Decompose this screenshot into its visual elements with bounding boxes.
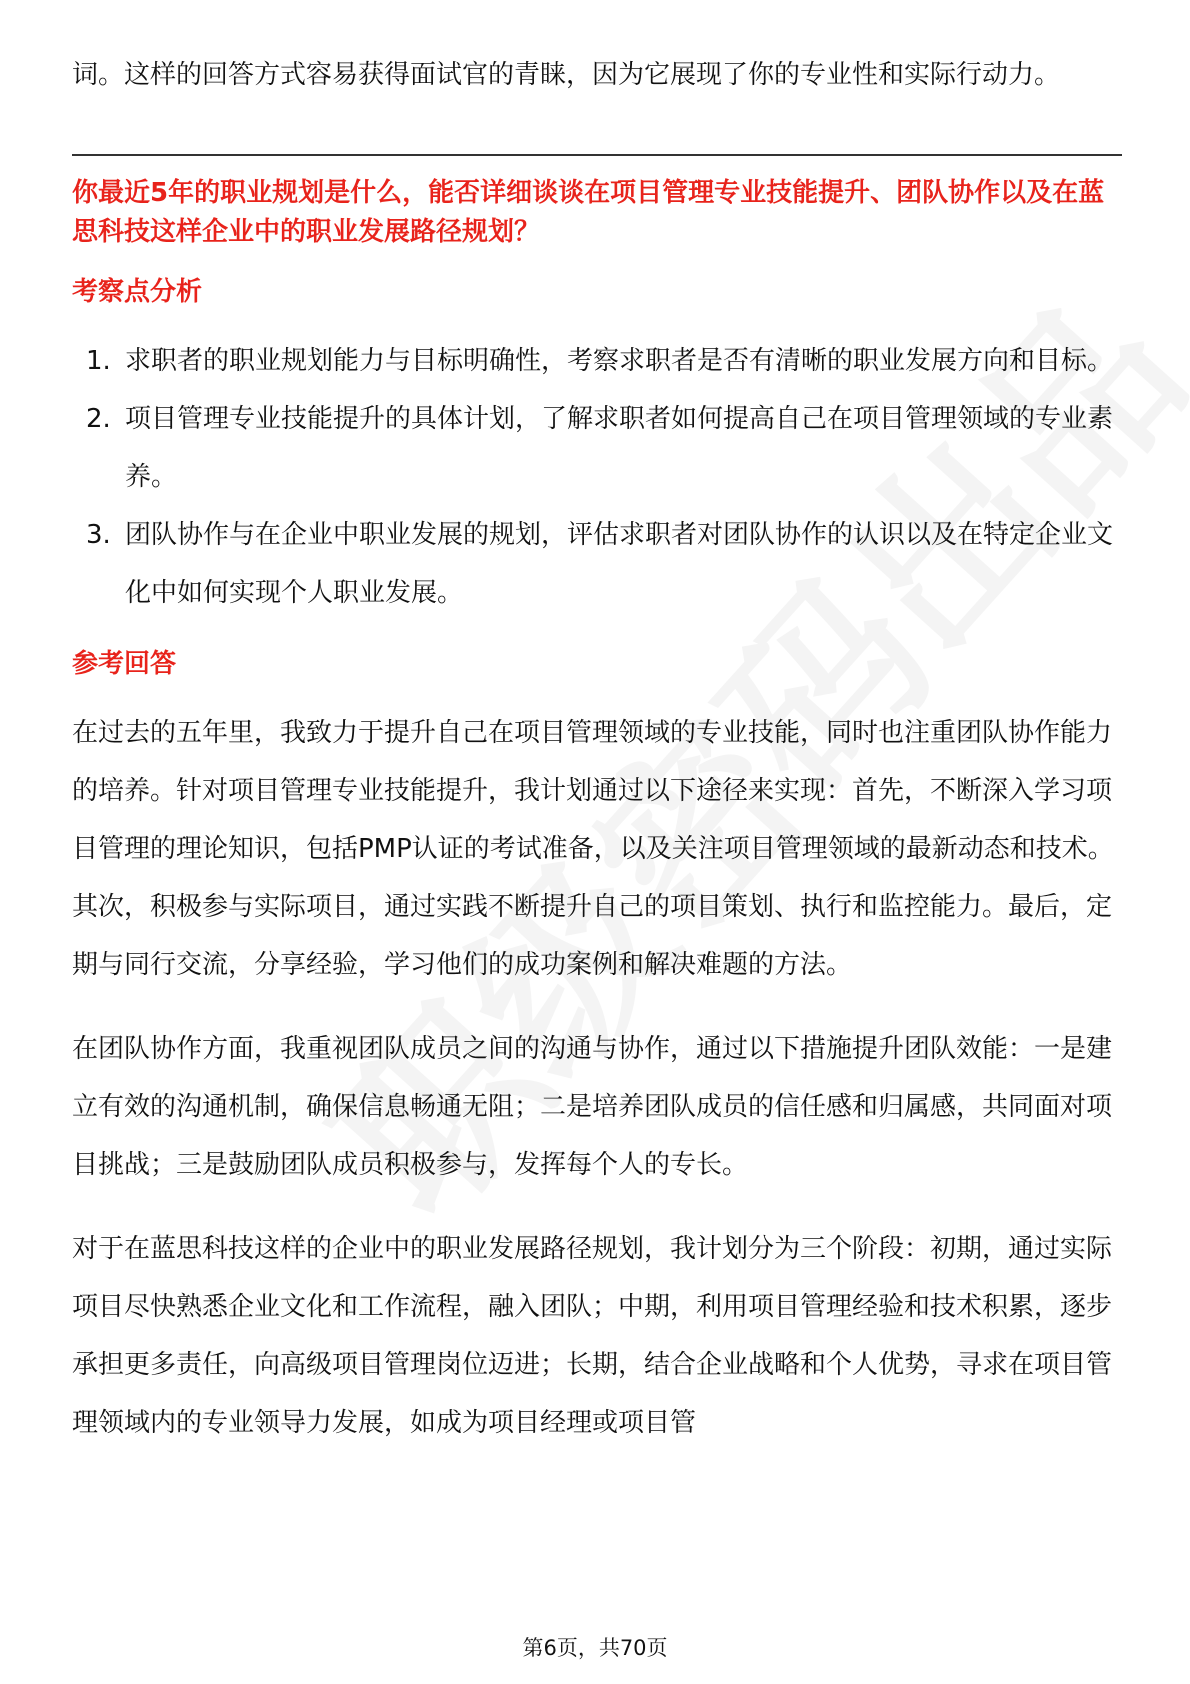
list-item xyxy=(72,332,1122,390)
list-item xyxy=(72,390,1122,506)
page-number: 第6页，共70页 xyxy=(522,1636,668,1660)
analysis-title: 考察点分析 xyxy=(72,277,203,307)
analysis-list xyxy=(72,332,1122,622)
page-content xyxy=(72,46,1122,1452)
list-item xyxy=(72,506,1122,622)
intro-paragraph: 词。这样的回答方式容易获得面试官的青睐，因为它展现了你的专业性和实际行动力。 xyxy=(72,60,1061,90)
list-text: 团队协作与在企业中职业发展的规划，评估求职者对团队协作的认识以及在特定企业文化中如何实现个人职业发展。 xyxy=(125,520,1114,608)
question-heading: 你最近5年的职业规划是什么，能否详细谈谈在项目管理专业技能提升、团队协作以及在蓝思科技这样企业中的职业发展路径规划？ xyxy=(72,178,1105,247)
answer-paragraph: 对于在蓝思科技这样的企业中的职业发展路径规划，我计划分为三个阶段：初期，通过实际项目尽快熟悉企业文化和工作流程，融入团队；中期，利用项目管理经验和技术积累，逐步承担更多责任，向高级项目管理岗位迈进；长期，结合企业战略和个人优势，寻求在项目管理领域内的专业领导力发展，如成为项目经理或项目管 xyxy=(72,1234,1113,1438)
list-text: 求职者的职业规划能力与目标明确性，考察求职者是否有清晰的职业发展方向和目标。 xyxy=(125,346,1114,376)
answer-title: 参考回答 xyxy=(72,649,177,679)
answer-paragraph: 在过去的五年里，我致力于提升自己在项目管理领域的专业技能，同时也注重团队协作能力的培养。针对项目管理专业技能提升，我计划通过以下途径来实现：首先，不断深入学习项目管理的理论知识，包括PMP认证的考试准备，以及关注项目管理领域的最新动态和技术。其次，积极参与实际项目，通过实践不断提升自己的项目策划、执行和监控能力。最后，定期与同行交流，分享经验，学习他们的成功案例和解决难题的方法。 xyxy=(72,718,1114,980)
list-number: 2. xyxy=(86,404,111,434)
list-number: 3. xyxy=(86,520,111,550)
list-number: 1. xyxy=(86,346,111,376)
section-divider xyxy=(72,154,1122,156)
list-text: 项目管理专业技能提升的具体计划，了解求职者如何提高自己在项目管理领域的专业素养。 xyxy=(125,404,1114,492)
answer-paragraph: 在团队协作方面，我重视团队成员之间的沟通与协作，通过以下措施提升团队效能：一是建立有效的沟通机制，确保信息畅通无阻；二是培养团队成员的信任感和归属感，共同面对项目挑战；三是鼓励团队成员积极参与，发挥每个人的专长。 xyxy=(72,1034,1113,1180)
